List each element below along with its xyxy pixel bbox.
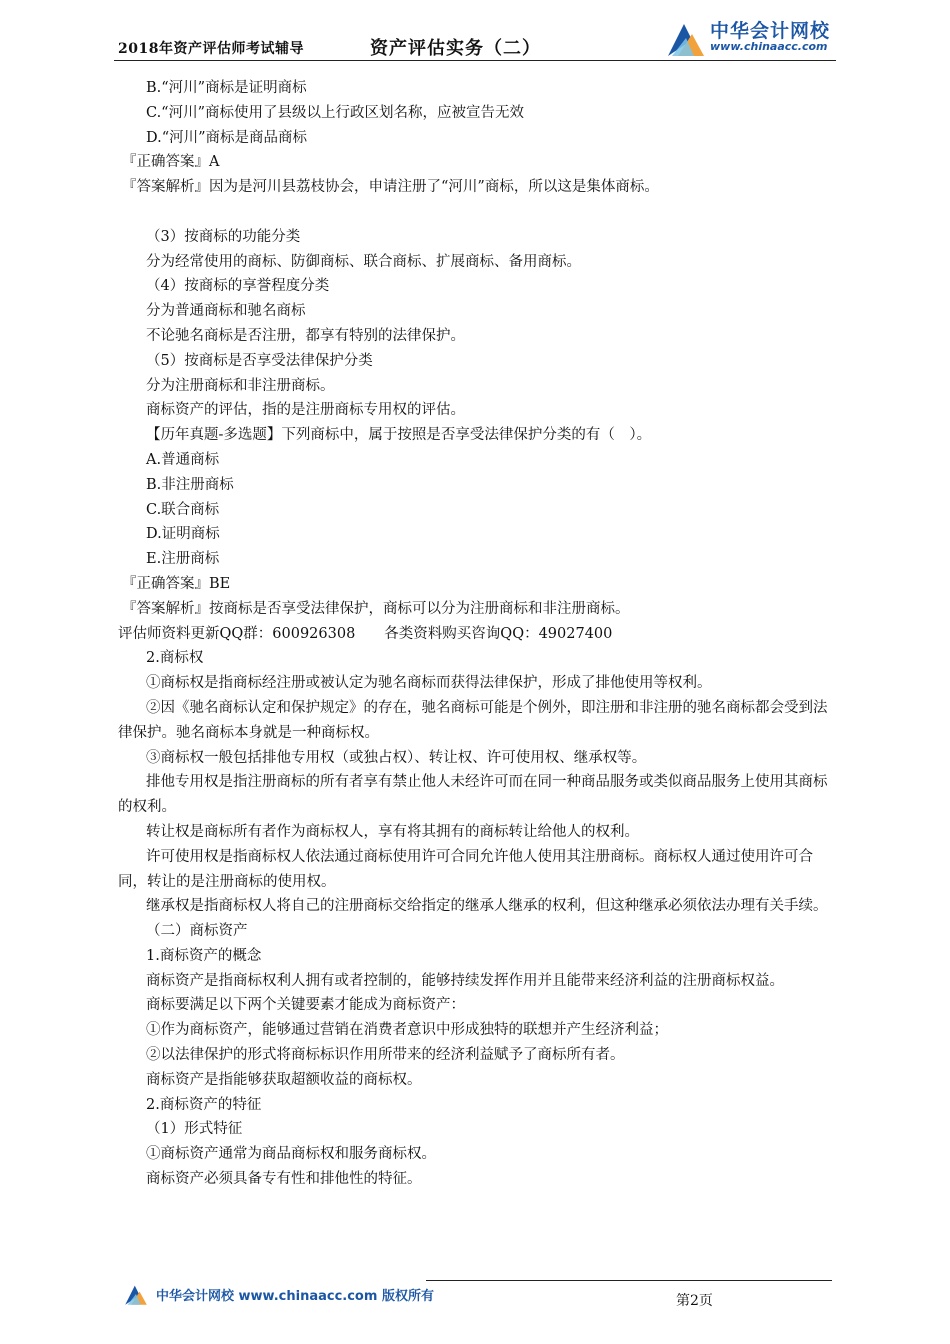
blank-line bbox=[118, 200, 840, 225]
text-line: ①商标权是指商标经注册或被认定为驰名商标而获得法律保护，形成了排他使用等权利。 bbox=[146, 675, 712, 692]
text-line: 商标资产必须具备专有性和排他性的特征。 bbox=[146, 1171, 422, 1188]
text-line: 继承权是指商标权人将自己的注册商标交给指定的继承人继承的权利，但这种继承必须依法办理有关手续。 bbox=[146, 898, 828, 915]
text-line: ①作为商标资产，能够通过营销在消费者意识中形成独特的联想并产生经济利益； bbox=[146, 1022, 668, 1039]
text-line: 排他专用权是指注册商标的所有者享有禁止他人未经许可而在同一种商品服务或类似商品服务上使用其商标的权利。 bbox=[118, 774, 828, 816]
text-line: （二）商标资产 bbox=[146, 923, 248, 940]
text-line: C.联合商标 bbox=[146, 501, 220, 518]
text-line: 分为注册商标和非注册商标。 bbox=[146, 377, 335, 394]
text-line: 『正确答案』A bbox=[122, 154, 220, 171]
text-line: 2.商标资产的特征 bbox=[146, 1096, 262, 1113]
text-line: （3）按商标的功能分类 bbox=[146, 228, 301, 245]
text-line: 1.商标资产的概念 bbox=[146, 947, 262, 964]
logo-url: www.chinaacc.com bbox=[710, 40, 828, 53]
text-line: 商标资产是指能够获取超额收益的商标权。 bbox=[146, 1071, 422, 1088]
text-line: 许可使用权是指商标权人依法通过商标使用许可合同允许他人使用其注册商标。商标权人通过使用许可合同，转让的是注册商标的使用权。 bbox=[118, 848, 813, 890]
text-line: 『答案解析』因为是河川县荔枝协会，申请注册了“河川”商标，所以这是集体商标。 bbox=[122, 179, 659, 196]
text-line: 【历年真题-多选题】下列商标中，属于按照是否享受法律保护分类的有（ ）。 bbox=[146, 427, 652, 444]
text-line: 商标资产是指商标权利人拥有或者控制的，能够持续发挥作用并且能带来经济利益的注册商标权益。 bbox=[146, 972, 784, 989]
logo-mark-icon bbox=[664, 18, 708, 58]
text-line: A.普通商标 bbox=[146, 451, 220, 468]
text-line: 分为经常使用的商标、防御商标、联合商标、扩展商标、备用商标。 bbox=[146, 253, 581, 270]
text-line: E.注册商标 bbox=[146, 551, 220, 568]
text-line: D.证明商标 bbox=[146, 526, 220, 543]
text-line: ②以法律保护的形式将商标标识作用所带来的经济利益赋予了商标所有者。 bbox=[146, 1047, 625, 1064]
text-line: 『答案解析』按商标是否享受法律保护，商标可以分为注册商标和非注册商标。 bbox=[122, 600, 630, 617]
text-line: 转让权是商标所有者作为商标权人，享有将其拥有的商标转让给他人的权利。 bbox=[146, 823, 639, 840]
text-line: 商标要满足以下两个关键要素才能成为商标资产： bbox=[146, 997, 465, 1014]
site-logo[interactable] bbox=[664, 14, 844, 60]
footer-logo-icon bbox=[120, 1282, 152, 1306]
text-line: 分为普通商标和驰名商标 bbox=[146, 303, 306, 320]
header-title: 资产评估实务（二） bbox=[370, 38, 541, 59]
page-number: 第2页 bbox=[676, 1293, 713, 1309]
text-line: B.“河川”商标是证明商标 bbox=[146, 80, 307, 96]
text-line: ①商标资产通常为商品商标权和服务商标权。 bbox=[146, 1146, 436, 1163]
text-line: （1）形式特征 bbox=[146, 1121, 243, 1138]
text-line: ③商标权一般包括排他专用权（或独占权）、转让权、许可使用权、继承权等。 bbox=[146, 749, 647, 766]
page-header bbox=[0, 0, 950, 62]
logo-name: 中华会计网校 bbox=[710, 20, 831, 42]
document-body bbox=[118, 76, 840, 1192]
text-line: B.非注册商标 bbox=[146, 476, 234, 493]
footer-brand-text: 中华会计网校 www.chinaacc.com 版权所有 bbox=[156, 1289, 434, 1304]
header-divider bbox=[114, 60, 836, 61]
text-line: C.“河川”商标使用了县级以上行政区划名称，应被宣告无效 bbox=[146, 104, 525, 121]
page-footer bbox=[0, 1270, 950, 1340]
header-course-label: 2018年资产评估师考试辅导 bbox=[118, 41, 304, 57]
text-line: （4）按商标的享誉程度分类 bbox=[146, 278, 330, 295]
text-line: 2.商标权 bbox=[146, 650, 204, 667]
text-line: 不论驰名商标是否注册，都享有特别的法律保护。 bbox=[146, 327, 465, 344]
text-line: D.“河川”商标是商品商标 bbox=[146, 129, 308, 146]
text-line: ②因《驰名商标认定和保护规定》的存在，驰名商标可能是个例外，即注册和非注册的驰名商标都会受到法律保护。驰名商标本身就是一种商标权。 bbox=[118, 699, 828, 741]
text-line: 『正确答案』BE bbox=[122, 575, 231, 592]
text-line: （5）按商标是否享受法律保护分类 bbox=[146, 352, 373, 369]
footer-divider bbox=[426, 1280, 832, 1281]
text-line: 评估师资料更新QQ群：600926308 各类资料购买咨询QQ：49027400 bbox=[118, 625, 613, 642]
text-line: 商标资产的评估，指的是注册商标专用权的评估。 bbox=[146, 402, 465, 419]
